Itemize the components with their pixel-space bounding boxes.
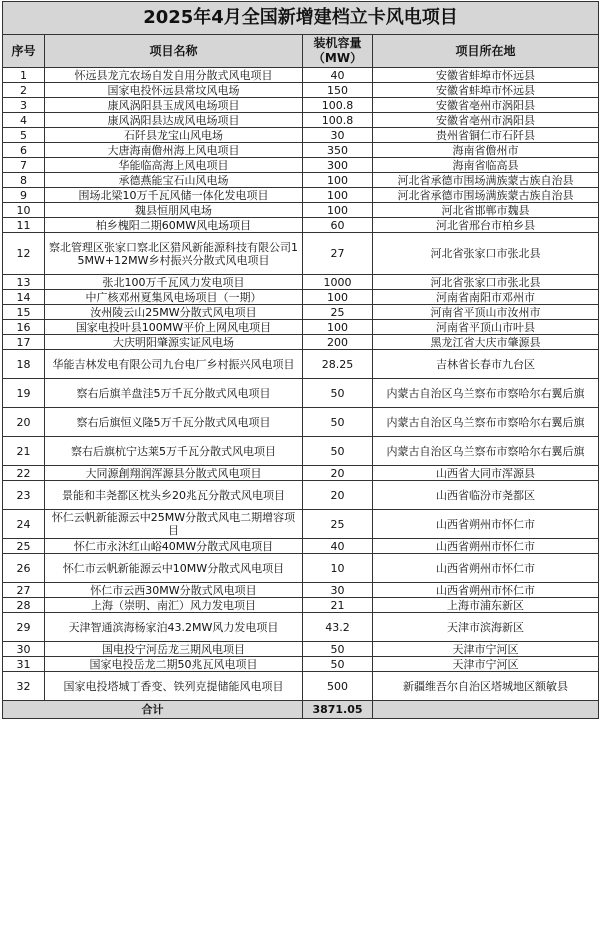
cell-capacity: 25 bbox=[303, 305, 373, 320]
cell-location: 安徽省亳州市涡阳县 bbox=[373, 113, 599, 128]
cell-capacity: 40 bbox=[303, 539, 373, 554]
table-row bbox=[3, 466, 599, 481]
cell-name: 魏县恒朋风电场 bbox=[45, 203, 303, 218]
cell-location: 河北省承德市围场满族蒙古族自治县 bbox=[373, 173, 599, 188]
cell-index: 6 bbox=[3, 143, 45, 158]
cell-location: 山西省朔州市怀仁市 bbox=[373, 510, 599, 539]
cell-location: 内蒙古自治区乌兰察布市察哈尔右翼后旗 bbox=[373, 437, 599, 466]
cell-name: 上海（崇明、南汇）风力发电项目 bbox=[45, 598, 303, 613]
cell-index: 23 bbox=[3, 481, 45, 510]
cell-location: 河北省承德市围场满族蒙古族自治县 bbox=[373, 188, 599, 203]
cell-index: 8 bbox=[3, 173, 45, 188]
cell-index: 18 bbox=[3, 350, 45, 379]
cell-index: 31 bbox=[3, 657, 45, 672]
cell-name: 国家电投塔城丁香变、铁列克提储能风电项目 bbox=[45, 672, 303, 701]
cell-index: 3 bbox=[3, 98, 45, 113]
cell-capacity: 100.8 bbox=[303, 98, 373, 113]
header-capacity: 装机容量（MW） bbox=[303, 35, 373, 68]
cell-name: 察右后旗羊盘洼5万千瓦分散式风电项目 bbox=[45, 379, 303, 408]
cell-location: 山西省朔州市怀仁市 bbox=[373, 539, 599, 554]
table-row bbox=[3, 350, 599, 379]
cell-location: 海南省临高县 bbox=[373, 158, 599, 173]
cell-capacity: 10 bbox=[303, 554, 373, 583]
total-row bbox=[3, 701, 599, 719]
cell-name: 华能吉林发电有限公司九台电厂乡村振兴风电项目 bbox=[45, 350, 303, 379]
cell-location: 河南省平顶山市叶县 bbox=[373, 320, 599, 335]
cell-capacity: 150 bbox=[303, 83, 373, 98]
cell-index: 4 bbox=[3, 113, 45, 128]
table-row bbox=[3, 379, 599, 408]
cell-location: 天津市宁河区 bbox=[373, 642, 599, 657]
table-row bbox=[3, 320, 599, 335]
table-row bbox=[3, 481, 599, 510]
cell-location: 河南省平顶山市汝州市 bbox=[373, 305, 599, 320]
cell-capacity: 350 bbox=[303, 143, 373, 158]
cell-index: 7 bbox=[3, 158, 45, 173]
cell-name: 怀仁云帆新能源云中25MW分散式风电二期增容项目 bbox=[45, 510, 303, 539]
cell-name: 围场北梁10万千瓦风储一体化发电项目 bbox=[45, 188, 303, 203]
table-row bbox=[3, 128, 599, 143]
cell-index: 24 bbox=[3, 510, 45, 539]
cell-location: 山西省大同市浑源县 bbox=[373, 466, 599, 481]
cell-location: 山西省朔州市怀仁市 bbox=[373, 554, 599, 583]
cell-capacity: 500 bbox=[303, 672, 373, 701]
title-row bbox=[3, 2, 599, 35]
cell-capacity: 50 bbox=[303, 642, 373, 657]
cell-name: 怀仁市云西30MW分散式风电项目 bbox=[45, 583, 303, 598]
cell-index: 22 bbox=[3, 466, 45, 481]
cell-capacity: 50 bbox=[303, 379, 373, 408]
cell-index: 20 bbox=[3, 408, 45, 437]
cell-name: 大庆明阳肇源实证风电场 bbox=[45, 335, 303, 350]
table-row bbox=[3, 83, 599, 98]
cell-capacity: 100 bbox=[303, 320, 373, 335]
cell-name: 察北管理区张家口察北区猎风新能源科技有限公司15MW+12MW乡村振兴分散式风电项目 bbox=[45, 233, 303, 275]
table-row bbox=[3, 290, 599, 305]
table-row bbox=[3, 203, 599, 218]
cell-name: 天津智通滨海杨家泊43.2MW风力发电项目 bbox=[45, 613, 303, 642]
cell-name: 大同源創翔润浑源县分散式风电项目 bbox=[45, 466, 303, 481]
cell-name: 石阡县龙宝山风电场 bbox=[45, 128, 303, 143]
table-row bbox=[3, 98, 599, 113]
cell-index: 10 bbox=[3, 203, 45, 218]
cell-capacity: 21 bbox=[303, 598, 373, 613]
cell-name: 景能和丰尧都区枕头乡20兆瓦分散式风电项目 bbox=[45, 481, 303, 510]
table-row bbox=[3, 583, 599, 598]
cell-location: 河北省邢台市柏乡县 bbox=[373, 218, 599, 233]
cell-index: 26 bbox=[3, 554, 45, 583]
cell-location: 河北省张家口市张北县 bbox=[373, 233, 599, 275]
cell-location: 天津市宁河区 bbox=[373, 657, 599, 672]
cell-location: 新疆维吾尔自治区塔城地区额敏县 bbox=[373, 672, 599, 701]
cell-name: 中广核邓州夏集风电场项目（一期） bbox=[45, 290, 303, 305]
cell-location: 内蒙古自治区乌兰察布市察哈尔右翼后旗 bbox=[373, 379, 599, 408]
cell-capacity: 43.2 bbox=[303, 613, 373, 642]
table-row bbox=[3, 143, 599, 158]
cell-capacity: 200 bbox=[303, 335, 373, 350]
table-row bbox=[3, 657, 599, 672]
cell-name: 怀仁市永沐红山峪40MW分散式风电项目 bbox=[45, 539, 303, 554]
cell-name: 怀远县龙亢农场自发自用分散式风电项目 bbox=[45, 68, 303, 83]
cell-index: 29 bbox=[3, 613, 45, 642]
table-row bbox=[3, 218, 599, 233]
cell-capacity: 60 bbox=[303, 218, 373, 233]
header-location: 项目所在地 bbox=[373, 35, 599, 68]
cell-location: 山西省朔州市怀仁市 bbox=[373, 583, 599, 598]
cell-location: 山西省临汾市尧都区 bbox=[373, 481, 599, 510]
cell-location: 内蒙古自治区乌兰察布市察哈尔右翼后旗 bbox=[373, 408, 599, 437]
cell-location: 河南省南阳市邓州市 bbox=[373, 290, 599, 305]
cell-index: 21 bbox=[3, 437, 45, 466]
total-capacity: 3871.05 bbox=[303, 701, 373, 719]
table-row bbox=[3, 437, 599, 466]
total-label: 合计 bbox=[3, 701, 303, 719]
cell-location: 天津市滨海新区 bbox=[373, 613, 599, 642]
cell-capacity: 27 bbox=[303, 233, 373, 275]
cell-location: 河北省邯郸市魏县 bbox=[373, 203, 599, 218]
cell-location: 河北省张家口市张北县 bbox=[373, 275, 599, 290]
cell-name: 察右后旗恒义隆5万千瓦分散式风电项目 bbox=[45, 408, 303, 437]
cell-index: 15 bbox=[3, 305, 45, 320]
wind-project-table bbox=[2, 1, 599, 719]
cell-name: 华能临高海上风电项目 bbox=[45, 158, 303, 173]
cell-capacity: 1000 bbox=[303, 275, 373, 290]
cell-index: 13 bbox=[3, 275, 45, 290]
cell-capacity: 50 bbox=[303, 437, 373, 466]
project-table-sheet bbox=[2, 1, 598, 719]
cell-index: 16 bbox=[3, 320, 45, 335]
cell-capacity: 100 bbox=[303, 188, 373, 203]
cell-capacity: 50 bbox=[303, 408, 373, 437]
cell-index: 9 bbox=[3, 188, 45, 203]
cell-name: 张北100万千瓦风力发电项目 bbox=[45, 275, 303, 290]
table-row bbox=[3, 275, 599, 290]
cell-index: 11 bbox=[3, 218, 45, 233]
cell-capacity: 20 bbox=[303, 481, 373, 510]
table-row bbox=[3, 158, 599, 173]
cell-location: 安徽省蚌埠市怀远县 bbox=[373, 68, 599, 83]
cell-index: 28 bbox=[3, 598, 45, 613]
cell-capacity: 300 bbox=[303, 158, 373, 173]
cell-capacity: 40 bbox=[303, 68, 373, 83]
header-name: 项目名称 bbox=[45, 35, 303, 68]
cell-location: 安徽省亳州市涡阳县 bbox=[373, 98, 599, 113]
cell-name: 汝州陵云山25MW分散式风电项目 bbox=[45, 305, 303, 320]
cell-location: 黑龙江省大庆市肇源县 bbox=[373, 335, 599, 350]
cell-index: 14 bbox=[3, 290, 45, 305]
cell-name: 国家电投叶县100MW平价上网风电项目 bbox=[45, 320, 303, 335]
cell-name: 国家电投岳龙二期50兆瓦风电项目 bbox=[45, 657, 303, 672]
table-row bbox=[3, 233, 599, 275]
cell-index: 2 bbox=[3, 83, 45, 98]
cell-name: 大唐海南儋州海上风电项目 bbox=[45, 143, 303, 158]
cell-capacity: 25 bbox=[303, 510, 373, 539]
table-row bbox=[3, 68, 599, 83]
cell-index: 30 bbox=[3, 642, 45, 657]
table-row bbox=[3, 305, 599, 320]
cell-name: 怀仁市云帆新能源云中10MW分散式风电项目 bbox=[45, 554, 303, 583]
cell-capacity: 28.25 bbox=[303, 350, 373, 379]
cell-capacity: 50 bbox=[303, 657, 373, 672]
cell-location: 上海市浦东新区 bbox=[373, 598, 599, 613]
table-row bbox=[3, 510, 599, 539]
table-row bbox=[3, 173, 599, 188]
cell-capacity: 100 bbox=[303, 173, 373, 188]
cell-index: 1 bbox=[3, 68, 45, 83]
table-row bbox=[3, 408, 599, 437]
total-blank bbox=[373, 701, 599, 719]
cell-location: 贵州省铜仁市石阡县 bbox=[373, 128, 599, 143]
cell-index: 17 bbox=[3, 335, 45, 350]
header-index: 序号 bbox=[3, 35, 45, 68]
table-row bbox=[3, 188, 599, 203]
header-row bbox=[3, 35, 599, 68]
cell-name: 柏乡槐阳二期60MW风电场项目 bbox=[45, 218, 303, 233]
table-row bbox=[3, 642, 599, 657]
cell-index: 27 bbox=[3, 583, 45, 598]
cell-index: 25 bbox=[3, 539, 45, 554]
table-body bbox=[3, 68, 599, 701]
cell-index: 19 bbox=[3, 379, 45, 408]
cell-location: 安徽省蚌埠市怀远县 bbox=[373, 83, 599, 98]
table-title: 2025年4月全国新增建档立卡风电项目 bbox=[3, 2, 599, 35]
cell-name: 康风涡阳县达成风电场项目 bbox=[45, 113, 303, 128]
table-row bbox=[3, 613, 599, 642]
cell-index: 12 bbox=[3, 233, 45, 275]
table-row bbox=[3, 539, 599, 554]
cell-name: 承德燕能宝石山风电场 bbox=[45, 173, 303, 188]
cell-name: 察右后旗杭宁达莱5万千瓦分散式风电项目 bbox=[45, 437, 303, 466]
cell-capacity: 30 bbox=[303, 128, 373, 143]
table-row bbox=[3, 672, 599, 701]
cell-name: 国电投宁河岳龙三期风电项目 bbox=[45, 642, 303, 657]
table-row bbox=[3, 335, 599, 350]
cell-capacity: 100 bbox=[303, 290, 373, 305]
cell-index: 32 bbox=[3, 672, 45, 701]
table-row bbox=[3, 598, 599, 613]
table-row bbox=[3, 113, 599, 128]
cell-name: 国家电投怀远县常坟风电场 bbox=[45, 83, 303, 98]
cell-location: 海南省儋州市 bbox=[373, 143, 599, 158]
cell-capacity: 100 bbox=[303, 203, 373, 218]
table-row bbox=[3, 554, 599, 583]
cell-location: 吉林省长春市九台区 bbox=[373, 350, 599, 379]
cell-name: 康风涡阳县玉成风电场项目 bbox=[45, 98, 303, 113]
cell-capacity: 30 bbox=[303, 583, 373, 598]
cell-capacity: 20 bbox=[303, 466, 373, 481]
cell-index: 5 bbox=[3, 128, 45, 143]
cell-capacity: 100.8 bbox=[303, 113, 373, 128]
